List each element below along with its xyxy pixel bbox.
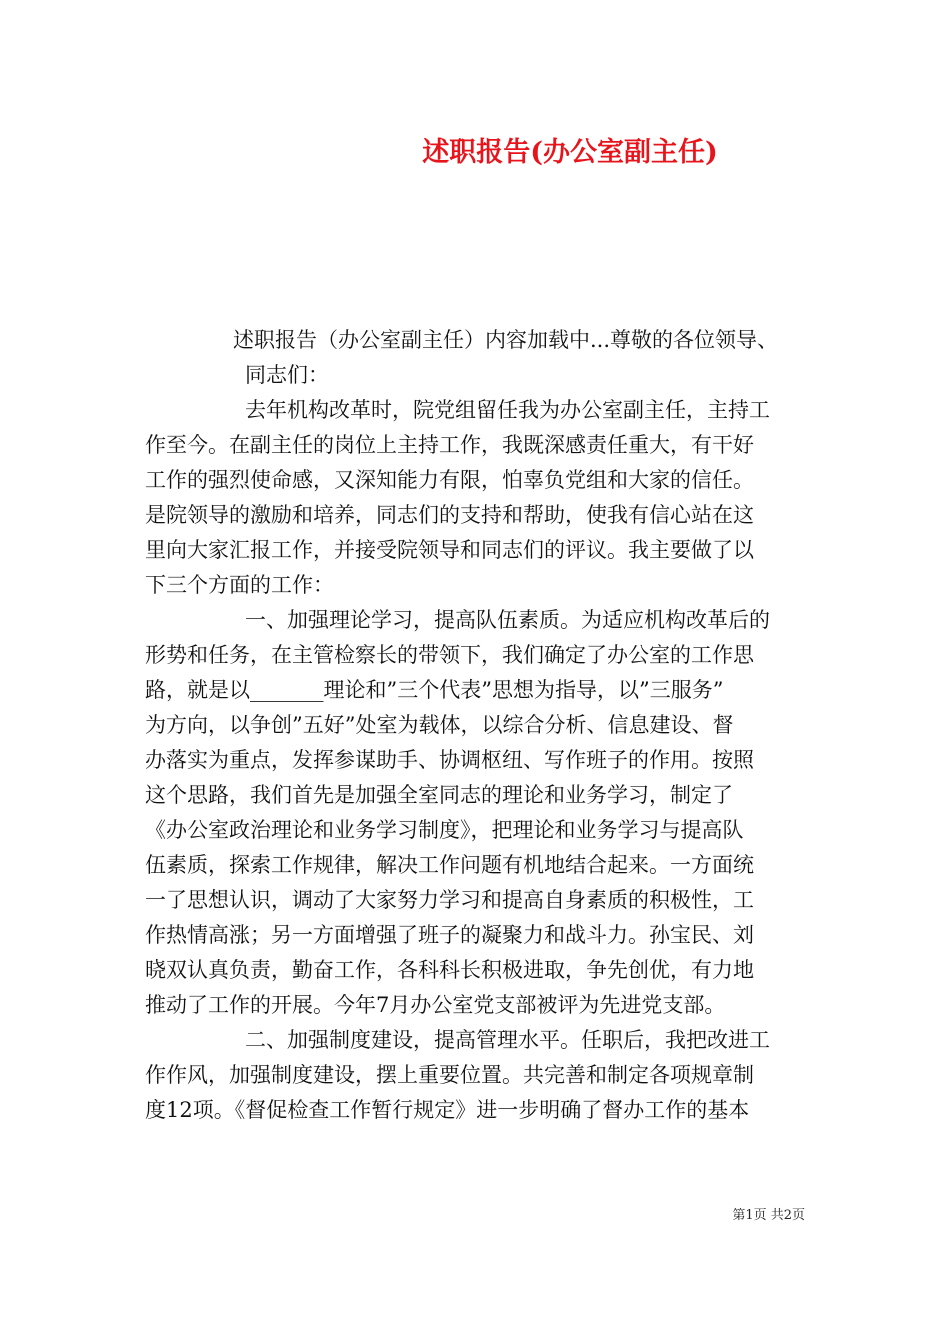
body-line: 晓双认真负责，勤奋工作，各科科长积极进取，争先创优，有力地	[145, 958, 754, 982]
body-line: 去年机构改革时，院党组留任我为办公室副主任，主持工	[245, 398, 770, 422]
body-line: 一了思想认识，调动了大家努力学习和提高自身素质的积极性，工	[145, 888, 754, 912]
body-line: 二、加强制度建设，提高管理水平。任职后，我把改进工	[245, 1028, 770, 1052]
body-line: 形势和任务，在主管检察长的带领下，我们确定了办公室的工作思	[145, 643, 754, 667]
body-line: 下三个方面的工作：	[145, 573, 334, 597]
body-line: 作作风，加强制度建设，摆上重要位置。共完善和制定各项规章制	[145, 1063, 754, 1087]
page-footer: 第1页 共2页	[732, 1208, 805, 1223]
body-line: 述职报告（办公室副主任）内容加载中...尊敬的各位领导、	[233, 328, 779, 352]
body-line: 度12项。《督促检查工作暂行规定》进一步明确了督办工作的基本	[145, 1098, 750, 1122]
body-line: 《办公室政治理论和业务学习制度》，把理论和业务学习与提高队	[145, 818, 744, 842]
body-line: 这个思路，我们首先是加强全室同志的理论和业务学习，制定了	[145, 783, 733, 807]
body-line: 作热情高涨；另一方面增强了班子的凝聚力和战斗力。孙宝民、刘	[145, 923, 754, 947]
body-line: 路，就是以_______理论和”三个代表”思想为指导，以”三服务”	[145, 678, 724, 702]
document-title: 述职报告(办公室副主任)	[422, 137, 718, 168]
body-line: 一、加强理论学习，提高队伍素质。为适应机构改革后的	[245, 608, 770, 632]
body-line: 伍素质，探索工作规律，解决工作问题有机地结合起来。一方面统	[145, 853, 754, 877]
body-line: 作至今。在副主任的岗位上主持工作，我既深感责任重大，有干好	[145, 433, 754, 457]
body-line: 是院领导的激励和培养，同志们的支持和帮助，使我有信心站在这	[145, 503, 754, 527]
body-line: 里向大家汇报工作，并接受院领导和同志们的评议。我主要做了以	[145, 538, 754, 562]
body-line: 推动了工作的开展。今年7月办公室党支部被评为先进党支部。	[145, 993, 726, 1017]
body-line: 工作的强烈使命感，又深知能力有限，怕辜负党组和大家的信任。	[145, 468, 754, 492]
document-body	[145, 323, 813, 1128]
body-line: 办落实为重点，发挥参谋助手、协调枢纽、写作班子的作用。按照	[145, 748, 754, 772]
body-line: 为方向，以争创”五好”处室为载体，以综合分析、信息建设、督	[145, 713, 734, 737]
body-line: 同志们：	[245, 363, 329, 387]
